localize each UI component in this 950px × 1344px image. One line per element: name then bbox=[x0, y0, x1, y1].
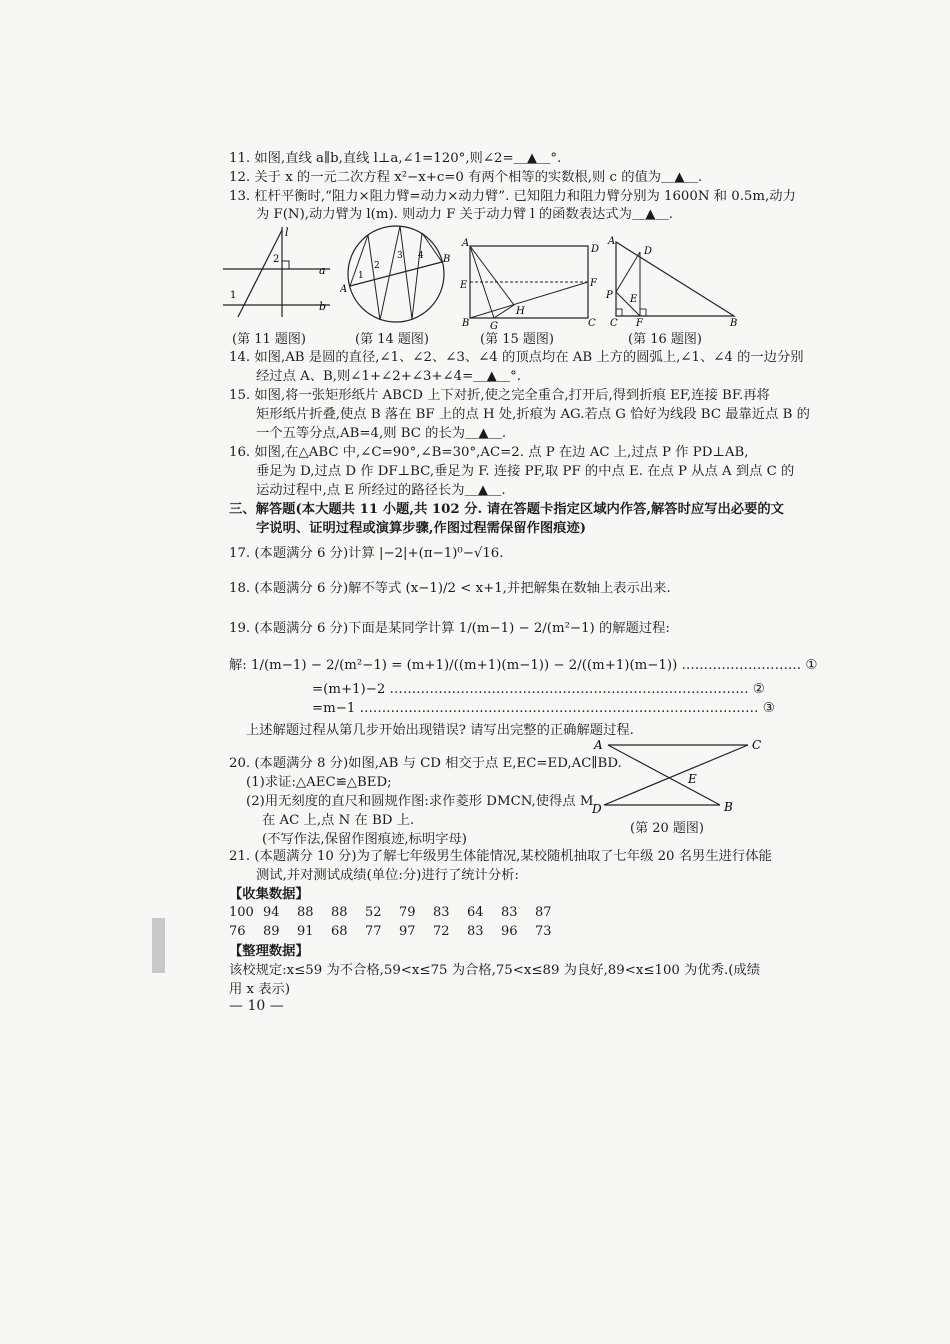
data-cell: 73 bbox=[535, 924, 552, 939]
question-20-note: (不写作法,保留作图痕迹,标明字母) bbox=[262, 832, 467, 847]
section-3-heading-line2: 字说明、证明过程或演算步骤,作图过程需保留作图痕迹) bbox=[256, 521, 587, 536]
caption-figure-15: (第 15 题图) bbox=[480, 332, 554, 347]
question-13-line2: 为 F(N),动力臂为 l(m). 则动力 F 关于动力臂 l 的函数表达式为＿▲＿. bbox=[256, 207, 673, 222]
question-21-line2: 测试,并对测试成绩(单位:分)进行了统计分析: bbox=[256, 868, 519, 883]
data-cell: 72 bbox=[433, 924, 450, 939]
svg-text:2: 2 bbox=[273, 254, 280, 265]
question-17: 17. (本题满分 6 分)计算 |−2|+(π−1)⁰−√16. bbox=[229, 546, 504, 561]
page-number: — 10 — bbox=[229, 998, 284, 1014]
svg-text:H: H bbox=[516, 306, 525, 317]
figure-15 bbox=[458, 238, 600, 330]
data-cell: 68 bbox=[331, 924, 348, 939]
svg-text:2: 2 bbox=[374, 261, 380, 271]
data-cell: 77 bbox=[365, 924, 382, 939]
svg-text:D: D bbox=[592, 802, 602, 815]
data-cell: 64 bbox=[467, 905, 484, 920]
organize-data-heading: 【整理数据】 bbox=[229, 944, 309, 959]
svg-text:1: 1 bbox=[358, 271, 364, 281]
svg-text:D: D bbox=[591, 244, 600, 255]
question-14-line2: 经过点 A、B,则∠1+∠2+∠3+∠4=＿▲＿°. bbox=[256, 369, 521, 384]
svg-text:E: E bbox=[630, 294, 638, 305]
svg-text:G: G bbox=[490, 321, 498, 330]
figure-16 bbox=[602, 232, 742, 327]
question-20-line1: 20. (本题满分 8 分)如图,AB 与 CD 相交于点 E,EC=ED,AC∥BD. bbox=[229, 756, 622, 771]
svg-text:1: 1 bbox=[230, 290, 237, 301]
data-cell: 88 bbox=[331, 905, 348, 920]
caption-figure-20: (第 20 题图) bbox=[630, 821, 704, 836]
data-cell: 79 bbox=[399, 905, 416, 920]
grading-rule-line1: 该校规定:x≤59 为不合格,59<x≤75 为合格,75<x≤89 为良好,89<x≤100 为优秀.(成绩 bbox=[229, 963, 761, 978]
svg-text:A: A bbox=[340, 284, 348, 295]
data-cell: 89 bbox=[263, 924, 280, 939]
svg-text:4: 4 bbox=[418, 251, 424, 261]
question-12: 12. 关于 x 的一元二次方程 x²−x+c=0 有两个相等的实数根,则 c 的值为＿▲＿. bbox=[229, 170, 703, 185]
question-16-line1: 16. 如图,在△ABC 中,∠C=90°,∠B=30°,AC=2. 点 P 在边 AC 上,过点 P 作 PD⊥AB, bbox=[229, 445, 749, 460]
question-13-line1: 13. 杠杆平衡时,“阻力×阻力臂=动力×动力臂”. 已知阻力和阻力臂分别为 1600N 和 0.5m,动力 bbox=[229, 189, 796, 204]
data-row-2 bbox=[229, 924, 569, 939]
svg-text:A: A bbox=[462, 238, 470, 249]
question-15-line1: 15. 如图,将一张矩形纸片 ABCD 上下对折,使之完全重合,打开后,得到折痕 EF,连接 BF.再将 bbox=[229, 388, 770, 403]
svg-text:b: b bbox=[319, 300, 327, 313]
question-18: 18. (本题满分 6 分)解不等式 (x−1)/2 < x+1,并把解集在数轴上表示出来. bbox=[229, 581, 671, 596]
question-20-part2: (2)用无刻度的直尺和圆规作图:求作菱形 DMCN,使得点 M bbox=[246, 794, 594, 809]
solution-step-3: =m−1 ……………………………………………………………………………… ③ bbox=[312, 701, 775, 716]
svg-text:E: E bbox=[688, 772, 697, 786]
svg-text:3: 3 bbox=[397, 251, 403, 261]
svg-text:F: F bbox=[636, 318, 643, 327]
svg-text:A: A bbox=[594, 738, 603, 752]
question-20-part2-cont: 在 AC 上,点 N 在 BD 上. bbox=[262, 813, 415, 828]
data-cell: 83 bbox=[501, 905, 518, 920]
data-row-1 bbox=[229, 905, 569, 920]
question-19: 19. (本题满分 6 分)下面是某同学计算 1/(m−1) − 2/(m²−1) 的解题过程: bbox=[229, 621, 670, 636]
question-14-line1: 14. 如图,AB 是圆的直径,∠1、∠2、∠3、∠4 的顶点均在 AB 上方的圆弧上,∠1、∠4 的一边分别 bbox=[229, 350, 804, 365]
solution-step-2: =(m+1)−2 ……………………………………………………………………… ② bbox=[312, 682, 765, 697]
data-cell: 88 bbox=[297, 905, 314, 920]
svg-text:C: C bbox=[752, 738, 762, 752]
svg-text:B: B bbox=[730, 318, 738, 327]
question-11: 11. 如图,直线 a∥b,直线 l⊥a,∠1=120°,则∠2=＿▲＿°. bbox=[229, 151, 562, 166]
collect-data-heading: 【收集数据】 bbox=[229, 887, 309, 902]
figure-14 bbox=[340, 220, 452, 328]
caption-figure-14: (第 14 题图) bbox=[355, 332, 429, 347]
grading-rule-line2: 用 x 表示) bbox=[229, 982, 291, 997]
svg-text:A: A bbox=[608, 236, 616, 247]
svg-text:l: l bbox=[285, 226, 289, 239]
svg-text:C: C bbox=[610, 318, 618, 327]
svg-text:a: a bbox=[319, 264, 326, 277]
svg-text:B: B bbox=[462, 318, 470, 329]
question-16-line2: 垂足为 D,过点 D 作 DF⊥BC,垂足为 F. 连接 PF,取 PF 的中点 E. 在点 P 从点 A 到点 C 的 bbox=[256, 464, 795, 479]
data-cell: 97 bbox=[399, 924, 416, 939]
data-cell: 83 bbox=[433, 905, 450, 920]
data-cell: 87 bbox=[535, 905, 552, 920]
data-cell: 83 bbox=[467, 924, 484, 939]
question-20-part1: (1)求证:△AEC≌△BED; bbox=[246, 775, 392, 790]
caption-figure-16: (第 16 题图) bbox=[628, 332, 702, 347]
svg-text:E: E bbox=[460, 280, 468, 291]
data-cell: 100 bbox=[229, 905, 254, 920]
data-cell: 91 bbox=[297, 924, 314, 939]
binding-margin-mark bbox=[152, 918, 165, 973]
svg-text:B: B bbox=[443, 254, 451, 265]
svg-text:F: F bbox=[590, 278, 597, 289]
question-15-line2: 矩形纸片折叠,使点 B 落在 BF 上的点 H 处,折痕为 AG.若点 G 恰好为线段 BC 最靠近点 B 的 bbox=[256, 407, 810, 422]
data-cell: 76 bbox=[229, 924, 246, 939]
caption-figure-11: (第 11 题图) bbox=[232, 332, 306, 347]
question-16-line3: 运动过程中,点 E 所经过的路径长为＿▲＿. bbox=[256, 483, 506, 498]
svg-text:B: B bbox=[724, 800, 733, 814]
figure-11 bbox=[218, 222, 338, 322]
data-cell: 96 bbox=[501, 924, 518, 939]
data-cell: 94 bbox=[263, 905, 280, 920]
svg-text:C: C bbox=[588, 318, 596, 329]
figure-20 bbox=[590, 733, 770, 815]
svg-text:D: D bbox=[644, 246, 653, 257]
question-21-line1: 21. (本题满分 10 分)为了解七年级男生体能情况,某校随机抽取了七年级 20 名男生进行体能 bbox=[229, 849, 772, 864]
question-15-line3: 一个五等分点,AB=4,则 BC 的长为＿▲＿. bbox=[256, 426, 507, 441]
data-cell: 52 bbox=[365, 905, 382, 920]
question-19-ask: 上述解题过程从第几步开始出现错误? 请写出完整的正确解题过程. bbox=[246, 723, 634, 738]
section-3-heading-line1: 三、解答题(本大题共 11 小题,共 102 分. 请在答题卡指定区域内作答,解答时应写出必要的文 bbox=[229, 502, 784, 517]
solution-step-1: 解: 1/(m−1) − 2/(m²−1) = (m+1)/((m+1)(m−1)) − 2/((m+1)(m−1)) ……………………… ① bbox=[229, 658, 818, 673]
svg-text:P: P bbox=[606, 290, 613, 301]
